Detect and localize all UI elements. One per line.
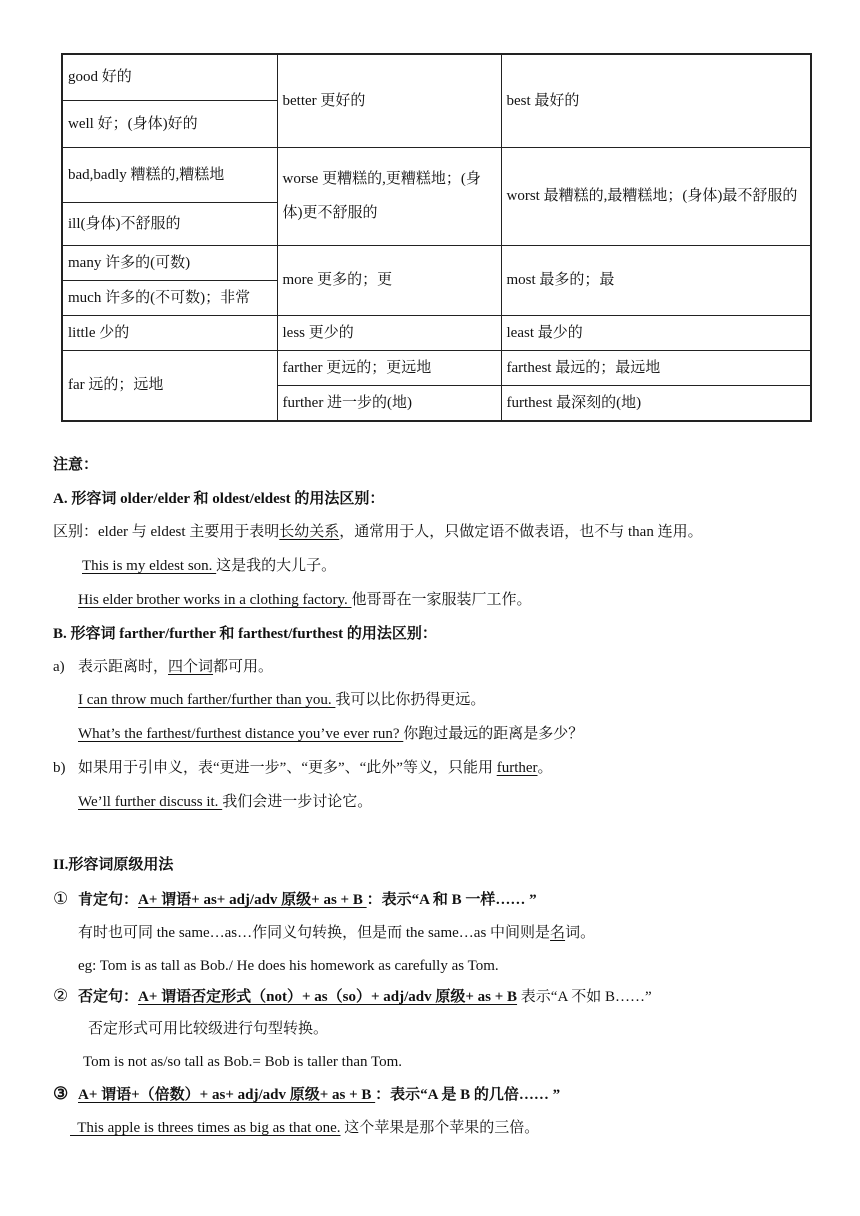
example-english: This is my eldest son. [82,558,217,574]
example-english: I can throw much farther/further than you. [78,692,336,708]
example-line [82,556,336,576]
table-cell: good 好的 [62,54,277,100]
table-cell: much 许多的(不可数)；非常 [62,280,277,315]
item-number: ① [53,889,69,908]
example-chinese: 这个苹果是那个苹果的三倍。 [340,1120,540,1136]
table-cell: least 最少的 [501,315,811,350]
item-note: 否定形式可用比较级进行句型转换。 [88,1021,329,1037]
section-2-title: II.形容词原级用法 [53,857,174,873]
item-number: ③ [53,1084,69,1103]
comparison-table [61,53,812,422]
rule-text: elder 与 eldest 主要用于表明 [98,524,280,540]
rule-lead: 区别： [53,524,99,540]
point-text: 。 [537,760,553,776]
table-cell: worse 更糟糕的,更糟糕地；(身体)更不舒服的 [277,147,501,245]
usage-item-3 [53,1084,560,1105]
example-line [78,590,532,610]
table-cell: more 更多的；更 [277,245,501,315]
example-line [78,724,583,744]
item-meaning: ：表示“A 是 B 的几倍…… ” [375,1087,561,1103]
rule-text: ，通常用于人，只做定语不做表语，也不与 than 连用。 [339,524,703,540]
example-chinese: 你跑过最远的距离是多少？ [403,726,584,742]
example-english: This apple is threes times as big as that one. [70,1120,341,1136]
point-text: 都可用。 [213,659,274,675]
table-cell: furthest 最深刻的(地) [501,385,811,421]
point-b [53,758,553,778]
usage-item-1 [53,889,537,910]
note-underlined: 名 [550,925,566,941]
table-cell: farthest 最远的；最远地 [501,350,811,385]
point-text: 表示距离时， [78,659,169,675]
example-chinese: 我可以比你扔得更远。 [335,692,486,708]
example-english: We’ll further discuss it. [78,794,223,810]
point-underlined: 四个词 [168,659,214,675]
table-cell: farther 更远的；更远地 [277,350,501,385]
point-a [53,657,273,677]
notes-heading: 注意： [53,457,99,473]
item-meaning: 表示“A 不如 B……” [517,989,652,1005]
table-cell: far 远的；远地 [62,350,277,421]
point-text: 如果用于引申义，表“更进一步”、“更多”、“此外”等义，只能用 [78,760,497,776]
item-example: Tom is not as/so tall as Bob.= Bob is taller than Tom. [83,1054,402,1070]
table-cell: ill(身体)不舒服的 [62,202,277,245]
table-cell: most 最多的；最 [501,245,811,315]
example-line [78,792,372,812]
item-lead: 否定句： [78,989,139,1005]
point-label: b) [53,760,66,776]
example-chinese: 我们会进一步讨论它。 [222,794,373,810]
item-meaning: ：表示“A 和 B 一样…… ” [366,892,537,908]
point-label: a) [53,659,65,675]
table-cell: better 更好的 [277,54,501,147]
example-english: What’s the farthest/furthest distance you’ve ever run? [78,726,404,742]
table-cell: well 好；(身体)好的 [62,100,277,147]
example-chinese: 他哥哥在一家服装厂工作。 [351,592,532,608]
item-example: eg: Tom is as tall as Bob./ He does his homework as carefully as Tom. [78,958,499,974]
table-cell: less 更少的 [277,315,501,350]
table-cell: little 少的 [62,315,277,350]
section-a-rule [53,522,703,542]
table-cell: worst 最糟糕的,最糟糕地；(身体)最不舒服的 [501,147,811,245]
item-formula: A+ 谓语+ as+ adj/adv 原级+ as + B [138,892,367,908]
table-cell: best 最好的 [501,54,811,147]
table-cell: many 许多的(可数) [62,245,277,280]
item-number: ② [53,986,69,1005]
table-cell: further 进一步的(地) [277,385,501,421]
item-lead: 肯定句： [78,892,139,908]
item-note [78,923,595,943]
point-underlined: further [496,760,538,776]
item-formula: A+ 谓语否定形式（not）+ as（so）+ adj/adv 原级+ as + B [138,989,518,1005]
example-line [78,690,485,710]
item-example [70,1118,539,1138]
table-cell: bad,badly 糟糕的,糟糕地 [62,147,277,202]
section-b-title: B. 形容词 farther/further 和 farthest/furthest 的用法区别： [53,626,437,642]
section-a-title: A. 形容词 older/elder 和 oldest/eldest 的用法区别： [53,491,385,507]
note-text: 词。 [565,925,596,941]
rule-underlined: 长幼关系 [279,524,340,540]
example-english: His elder brother works in a clothing factory. [78,592,352,608]
note-text: 有时也可同 the same…as…作同义句转换，但是而 the same…as 中间则是 [78,925,551,941]
usage-item-2 [53,986,652,1007]
item-formula: A+ 谓语+（倍数）+ as+ adj/adv 原级+ as + B [78,1087,376,1103]
example-chinese: 这是我的大儿子。 [216,558,337,574]
